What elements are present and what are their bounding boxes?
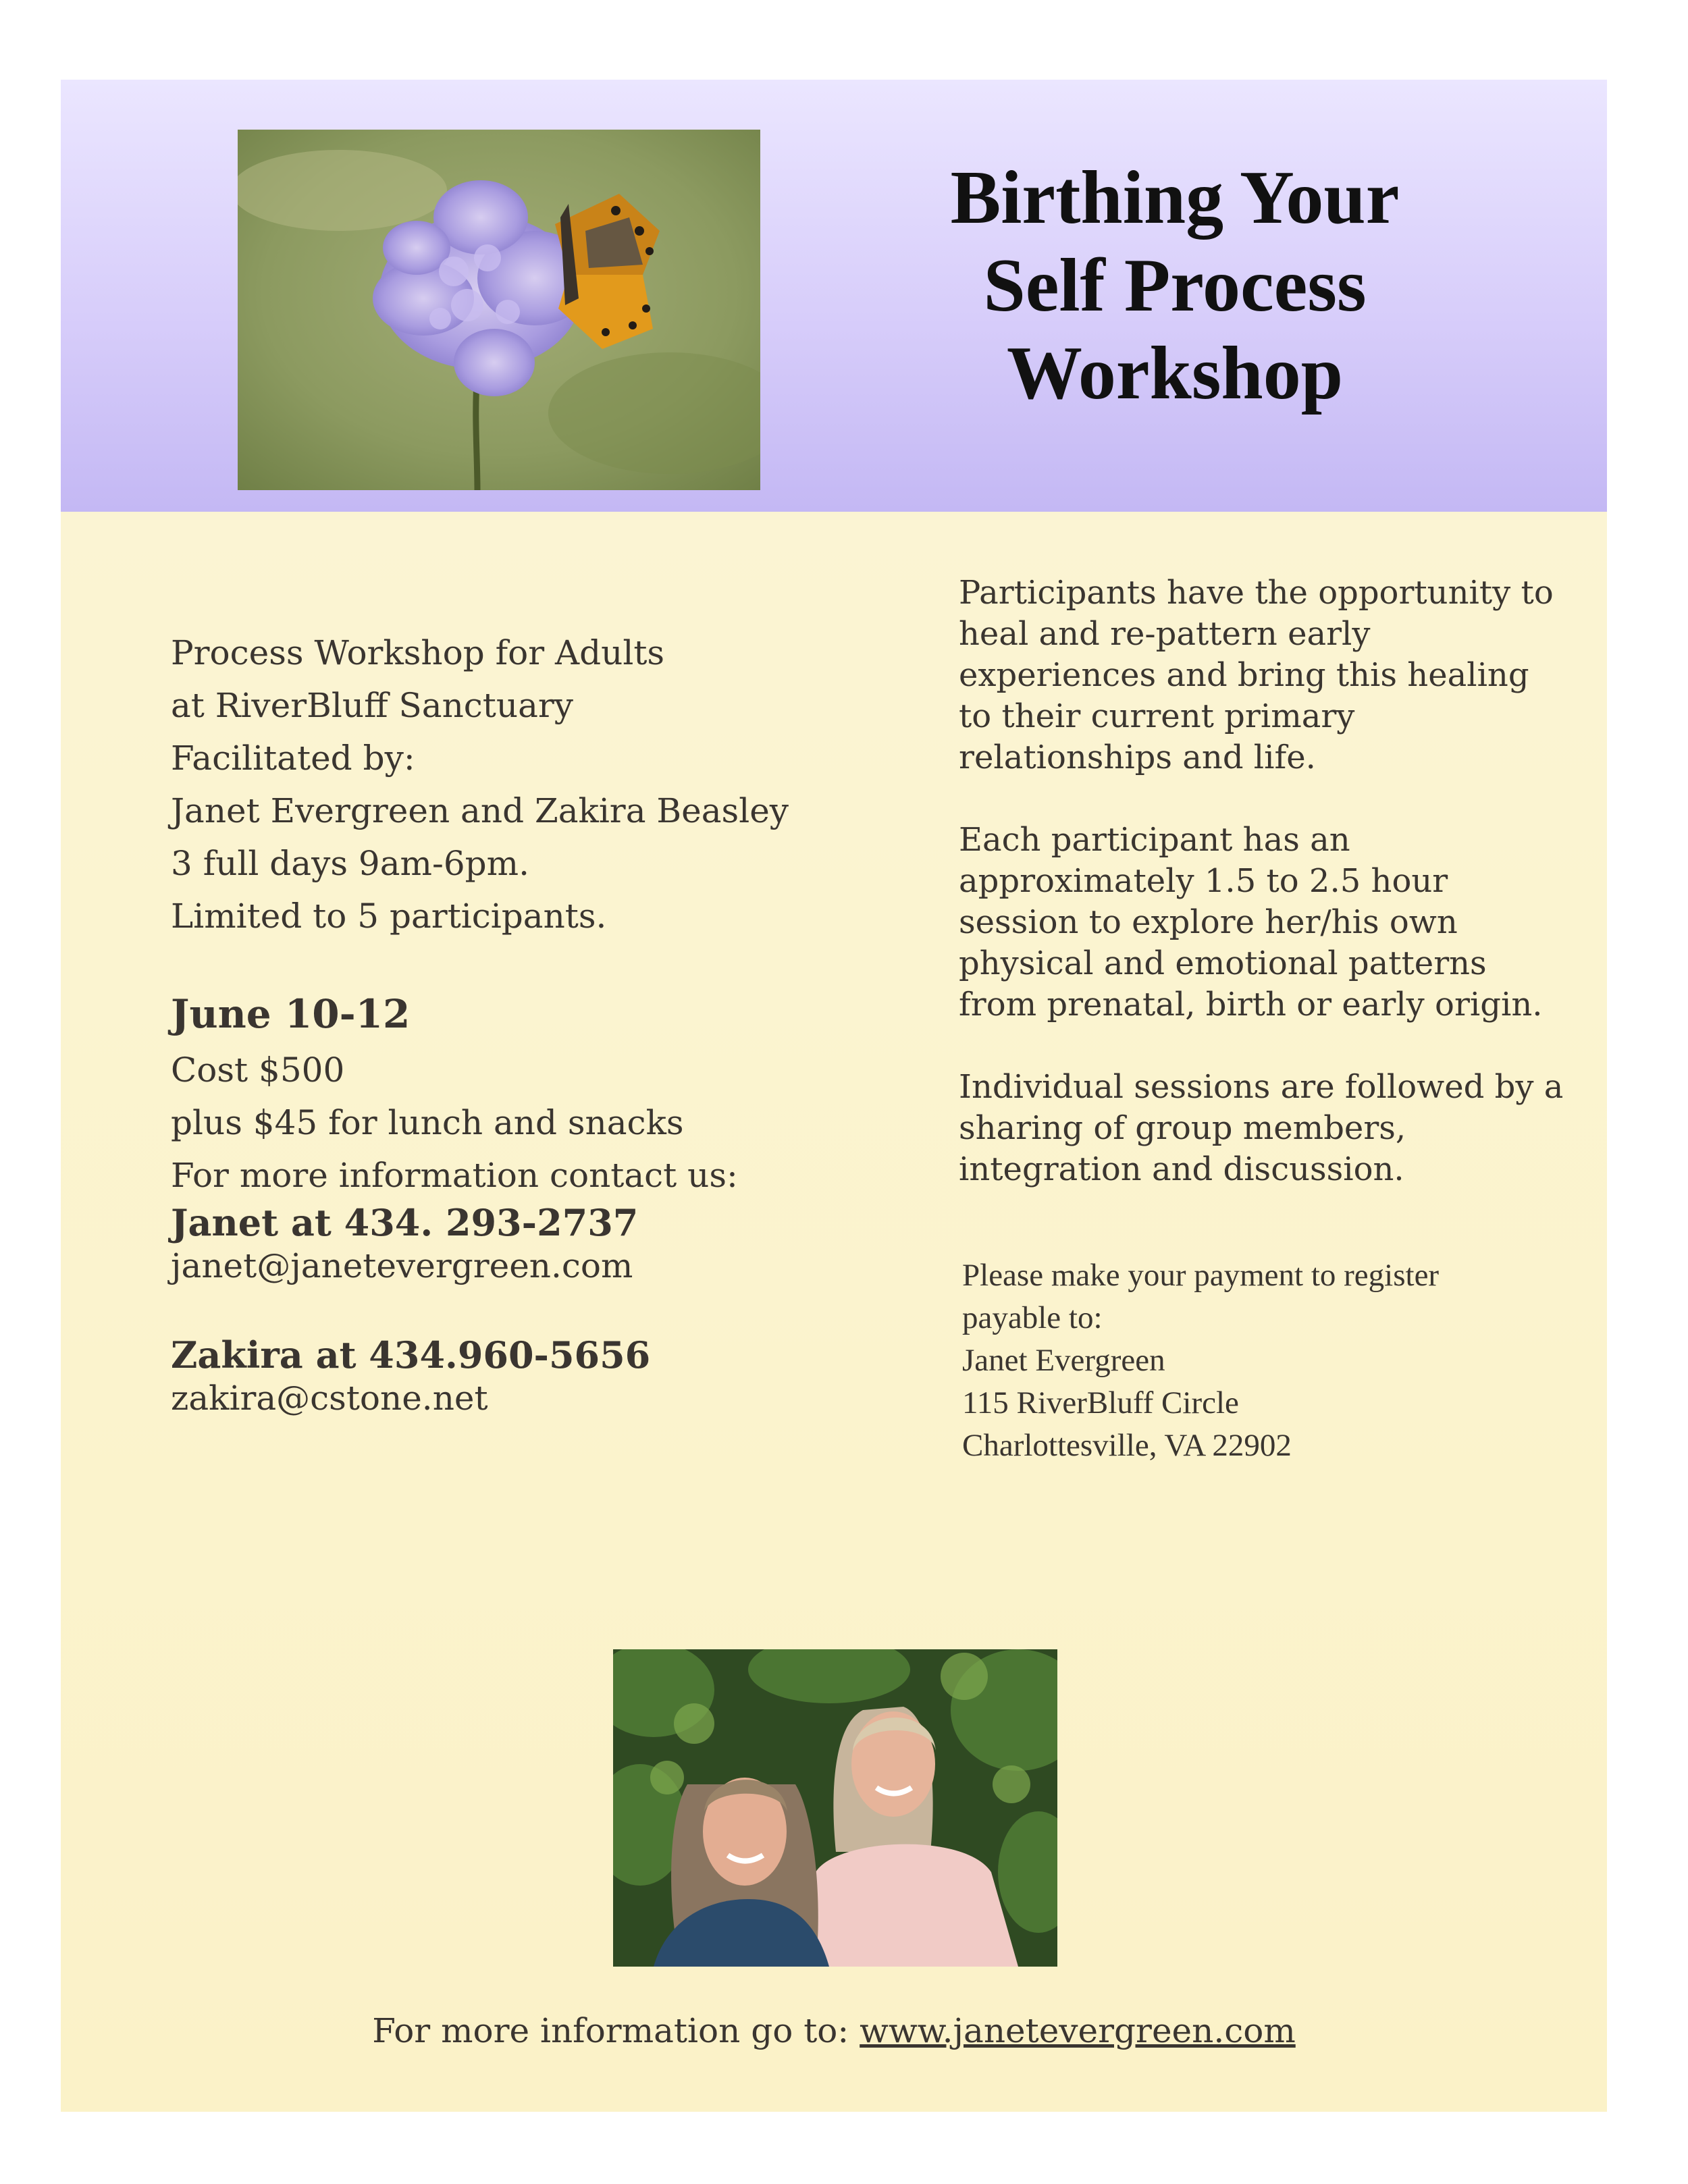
- payment-line: payable to:: [962, 1300, 1103, 1335]
- intro-line: Process Workshop for Adults: [171, 633, 665, 672]
- footer-text: For more information go to:: [372, 2011, 849, 2050]
- workshop-description: [959, 572, 1566, 1231]
- janet-email: janet@janetevergreen.com: [171, 1246, 633, 1285]
- intro-line: Limited to 5 participants.: [171, 897, 607, 936]
- zakira-email: zakira@cstone.net: [171, 1379, 488, 1418]
- flyer-page: [61, 80, 1607, 2112]
- contact-intro: For more information contact us:: [171, 1156, 738, 1195]
- title-line: Self Process: [983, 244, 1367, 327]
- janet-phone: Janet at 434. 293-2737: [171, 1201, 639, 1244]
- description-paragraph: Individual sessions are followed by a sharing of group members, integration and discussion.: [959, 1068, 1564, 1188]
- payment-info: [962, 1254, 1570, 1467]
- title-line: Workshop: [1007, 331, 1343, 415]
- title-line: Birthing Your: [950, 156, 1400, 240]
- workshop-details: [171, 627, 934, 1420]
- intro-line: 3 full days 9am-6pm.: [171, 844, 529, 883]
- payee-street: 115 RiverBluff Circle: [962, 1385, 1239, 1420]
- footer: [61, 2010, 1607, 2051]
- spacer: [171, 1288, 934, 1334]
- workshop-title: [797, 154, 1553, 417]
- payee-name: Janet Evergreen: [962, 1343, 1165, 1378]
- extra-cost-line: plus $45 for lunch and snacks: [171, 1103, 684, 1142]
- website-link[interactable]: www.janetevergreen.com: [860, 2011, 1296, 2050]
- intro-line: at RiverBluff Sanctuary: [171, 686, 574, 725]
- facilitators-photo: [613, 1649, 1057, 1967]
- description-paragraph: Each participant has an approximately 1.5 to 2.5 hour session to explore her/his own physical and emotional patterns from prenatal, birth or early origin.: [959, 821, 1543, 1023]
- header-banner: [61, 80, 1607, 512]
- intro-line: Facilitated by:: [171, 739, 415, 778]
- payment-line: Please make your payment to register: [962, 1258, 1440, 1293]
- workshop-date: June 10-12: [171, 991, 411, 1037]
- payee-city: Charlottesville, VA 22902: [962, 1428, 1292, 1463]
- butterfly-on-flower-photo: [238, 130, 760, 490]
- zakira-phone: Zakira at 434.960-5656: [171, 1333, 651, 1377]
- intro-line: Janet Evergreen and Zakira Beasley: [171, 791, 789, 830]
- cost-line: Cost $500: [171, 1050, 345, 1090]
- description-paragraph: Participants have the opportunity to heal and re-pattern early experiences and bring this healing to their current primary relationships and life.: [959, 574, 1554, 776]
